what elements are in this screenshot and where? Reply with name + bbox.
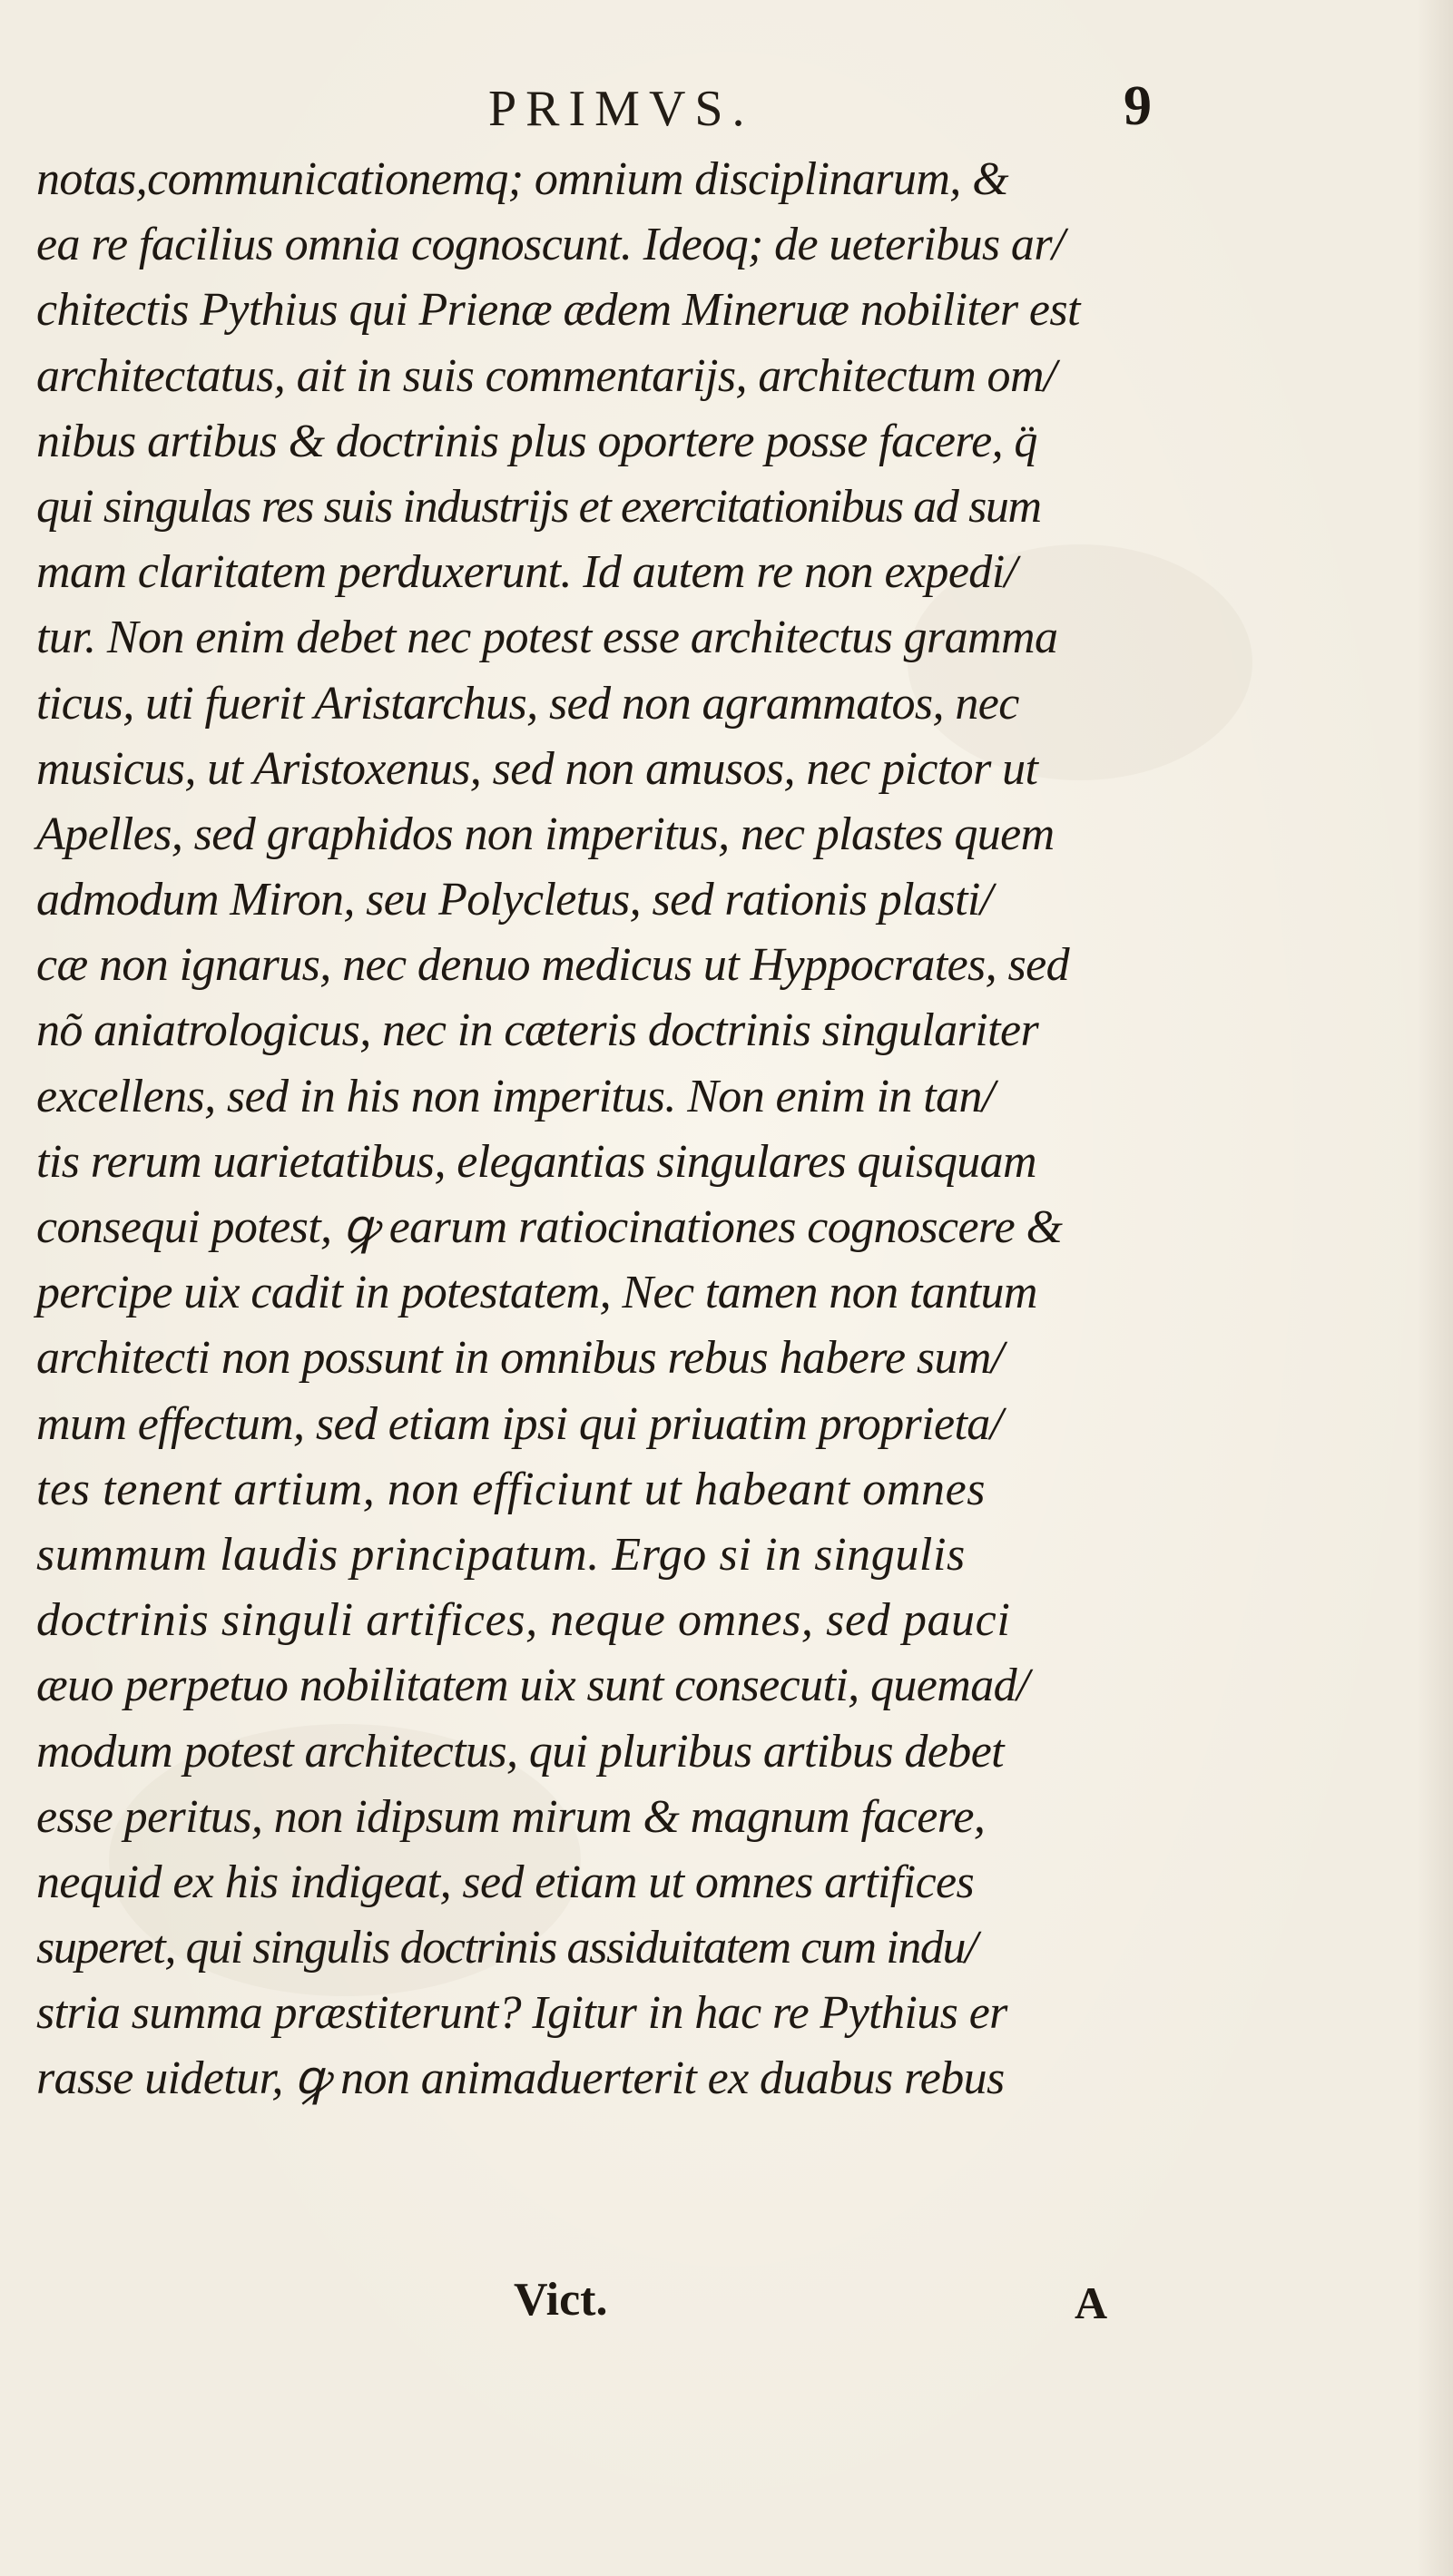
text-line: admodum Miron, seu Polycletus, sed rationis plasti/ [36, 874, 993, 926]
text-line: excellens, sed in his non imperitus. Non enim in tan/ [36, 1070, 995, 1122]
text-line: notas,communicationemq; omnium disciplinarum, & [36, 153, 1008, 205]
text-line: architectatus, ait in suis commentarijs, architectum om/ [36, 349, 1056, 402]
catchword: Vict. [514, 2274, 608, 2326]
text-line: mum effectum, sed etiam ipsi qui priuatim proprieta/ [36, 1397, 1003, 1450]
body-text [36, 147, 1325, 2112]
running-head: PRIMVS. [488, 81, 754, 137]
text-line: nibus artibus & doctrinis plus oportere posse facere, q̈ [36, 415, 1037, 467]
page-footer [0, 2273, 1453, 2346]
text-line: summum laudis principatum. Ergo si in singulis [36, 1528, 966, 1581]
text-line: tes tenent artium, non efficiunt ut habeant omnes [36, 1463, 987, 1515]
text-line: tis rerum uarietatibus, elegantias singulares quisquam [36, 1135, 1036, 1188]
text-line: musicus, ut Aristoxenus, sed non amusos, nec pictor ut [36, 742, 1038, 795]
text-line: doctrinis singuli artifices, neque omnes, sed pauci [36, 1594, 1011, 1647]
text-line: qui singulas res suis industrijs et exercitationibus ad sum [36, 480, 1041, 533]
page-number: 9 [1124, 75, 1152, 137]
text-line: architecti non possunt in omnibus rebus habere sum/ [36, 1332, 1004, 1385]
text-line: modum potest architectus, qui pluribus artibus debet [36, 1725, 1005, 1778]
page-header [0, 75, 1453, 152]
text-line: superet, qui singulis doctrinis assiduitatem cum indu/ [36, 1922, 977, 1974]
text-line: esse peritus, non idipsum mirum & magnum facere, [36, 1790, 986, 1843]
text-line: nõ aniatrologicus, nec in cæteris doctrinis singulariter [36, 1004, 1039, 1057]
text-line: percipe uix cadit in potestatem, Nec tamen non tantum [36, 1267, 1037, 1319]
text-line: æuo perpetuo nobilitatem uix sunt consecuti, quemad/ [36, 1660, 1029, 1712]
text-line: nequid ex his indigeat, sed etiam ut omnes artifices [36, 1856, 975, 1908]
text-line: cæ non ignarus, nec denuo medicus ut Hyppocrates, sed [36, 939, 1069, 992]
text-line: mam claritatem perduxerunt. Id autem re non expedi/ [36, 546, 1017, 599]
text-line: tur. Non enim debet nec potest esse architectus gramma [36, 612, 1058, 664]
text-line: ticus, uti fuerit Aristarchus, sed non agrammatos, nec [36, 677, 1019, 730]
text-line: chitectis Pythius qui Prienæ ædem Mineruæ nobiliter est [36, 284, 1080, 337]
text-line: stria summa præstiterunt? Igitur in hac re Pythius er [36, 1987, 1007, 2040]
text-line: ea re facilius omnia cognoscunt. Ideoq; de ueteribus ar/ [36, 219, 1065, 271]
text-line: rasse uidetur, ꝙ non animaduerterit ex duabus rebus [36, 2052, 1005, 2105]
text-line: consequi potest, ꝙ earum ratiocinationes cognoscere & [36, 1201, 1063, 1253]
gutter-shadow [1417, 0, 1453, 2576]
text-line: Apelles, sed graphidos non imperitus, nec plastes quem [36, 808, 1055, 860]
signature-mark: A [1075, 2277, 1108, 2328]
